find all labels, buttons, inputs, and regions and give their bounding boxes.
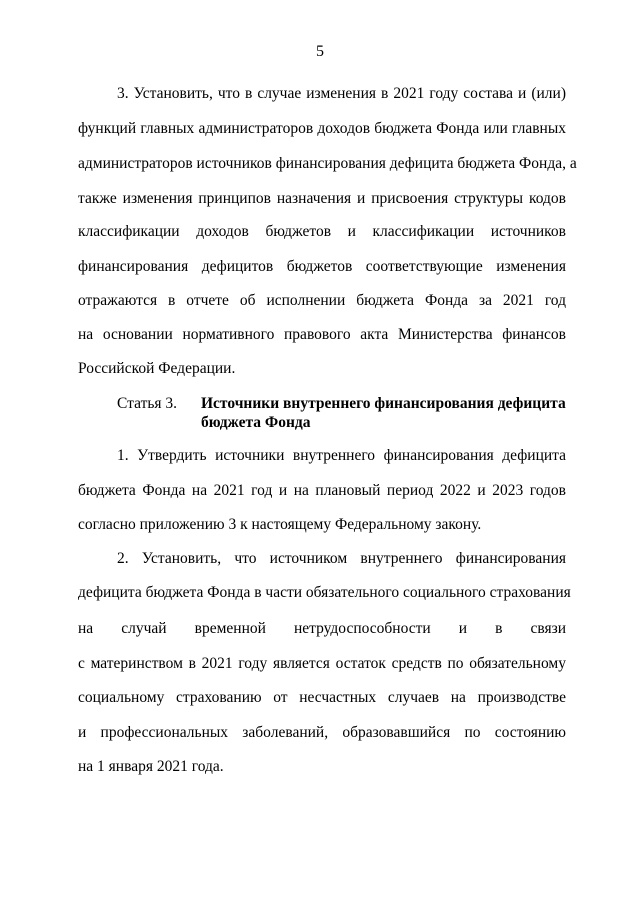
article-title-line: бюджета Фонда [201, 414, 311, 431]
text-line: отражаются в отчете об исполнении бюджета Фонда за 2021 год [78, 292, 566, 309]
text-line: 1. Утвердить источники внутреннего финансирования дефицита [117, 447, 566, 464]
text-line: согласно приложению 3 к настоящему Федеральному закону. [78, 516, 482, 533]
text-line: на основании нормативного правового акта Министерства финансов [78, 326, 566, 343]
text-line: также изменения принципов назначения и присвоения структуры кодов [78, 190, 566, 207]
text-line: финансирования дефицитов бюджетов соответствующие изменения [78, 258, 566, 275]
article-title-line: Источники внутреннего финансирования дефицита [201, 395, 566, 412]
text-line: с материнством в 2021 году является остаток средств по обязательному [78, 655, 566, 672]
article-title [201, 394, 566, 432]
text-line: 2. Установить, что источником внутреннего финансирования [117, 550, 566, 567]
page-number: 5 [316, 43, 324, 60]
text-line: классификации доходов бюджетов и классификации источников [78, 223, 566, 240]
text-line: Российской Федерации. [78, 360, 236, 377]
text-line: на случай временной нетрудоспособности и в связи [78, 620, 566, 637]
text-line: и профессиональных заболеваний, образовавшийся по состоянию [78, 724, 566, 741]
text-line: социальному страхованию от несчастных случаев на производстве [78, 689, 566, 706]
text-line: бюджета Фонда на 2021 год и на плановый период 2022 и 2023 годов [78, 482, 566, 499]
article-label: Статья 3. [117, 395, 178, 412]
text-line: функций главных администраторов доходов бюджета Фонда или главных [78, 120, 566, 137]
text-line: администраторов источников финансирования дефицита бюджета Фонда, а [78, 155, 577, 172]
text-line: дефицита бюджета Фонда в части обязательного социального страхования [78, 584, 571, 601]
text-line: 3. Установить, что в случае изменения в 2021 году состава и (или) [117, 85, 566, 102]
text-line: на 1 января 2021 года. [78, 758, 224, 775]
